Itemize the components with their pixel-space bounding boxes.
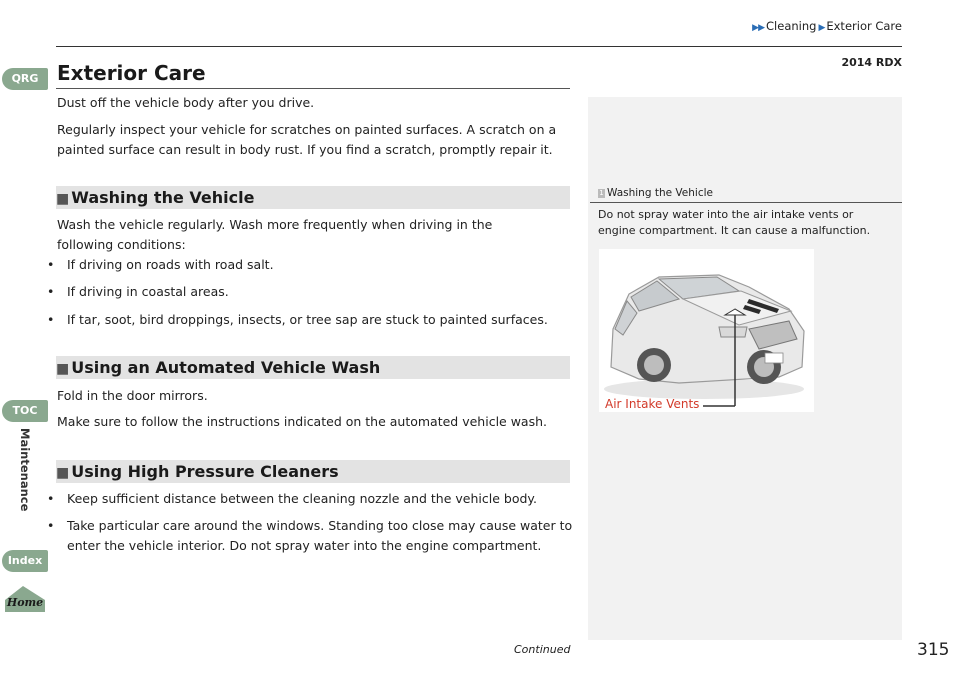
automated-paragraph-1: Fold in the door mirrors. (57, 388, 208, 403)
page-title: Exterior Care (57, 61, 206, 85)
side-note-text: Do not spray water into the air intake vents or engine compartment. It can cause a malfunction. (598, 208, 871, 237)
header-divider (56, 46, 902, 47)
toc-button[interactable]: TOC (2, 400, 48, 422)
section-heading-text: Washing the Vehicle (71, 188, 255, 207)
index-button[interactable]: Index (2, 550, 48, 572)
title-divider (56, 88, 570, 89)
home-icon (3, 584, 47, 614)
list-item-text: Keep sufficient distance between the cleaning nozzle and the vehicle body. (67, 491, 537, 506)
square-bullet-icon: ■ (56, 361, 70, 377)
car-icon (599, 249, 814, 412)
continued-label: Continued (514, 643, 571, 656)
breadcrumb (0, 19, 902, 33)
home-button[interactable] (3, 584, 47, 614)
list-item: • If tar, soot, bird droppings, insects, or tree sap are stuck to painted surfaces. (47, 312, 548, 327)
section-heading-high-pressure (56, 460, 570, 483)
list-item-text: If driving on roads with road salt. (67, 257, 274, 272)
automated-paragraph-2: Make sure to follow the instructions indicated on the automated vehicle wash. (57, 414, 548, 429)
model-label: 2014 RDX (841, 56, 902, 69)
list-item: • If driving on roads with road salt. (47, 257, 274, 272)
side-note-divider (590, 202, 902, 203)
section-tab-label: Maintenance (18, 428, 32, 512)
qrg-button[interactable]: QRG (2, 68, 48, 90)
section-heading-washing (56, 186, 570, 209)
section-heading-text: Using an Automated Vehicle Wash (71, 358, 381, 377)
breadcrumb-arrow-icon: ▶ (818, 23, 825, 33)
list-item-text: If driving in coastal areas. (67, 284, 229, 299)
list-item-text: Take particular care around the windows. Standing too close may cause water to enter the vehicle interior. Do not spray water into the engine compartment. (67, 518, 573, 553)
list-item: • If driving in coastal areas. (47, 284, 229, 299)
side-note-title-text: Washing the Vehicle (607, 187, 713, 199)
air-intake-vents-callout: Air Intake Vents (605, 397, 700, 411)
intro-paragraph-2: Regularly inspect your vehicle for scratches on painted surfaces. A scratch on a painted surface can result in body rust. If you find a scratch, promptly repair it. (57, 122, 557, 157)
breadcrumb-arrow-icon: ▶▶ (752, 23, 765, 33)
page-number: 315 (917, 640, 950, 660)
list-item: • Keep sufficient distance between the cleaning nozzle and the vehicle body. (47, 491, 537, 506)
list-item-text: If tar, soot, bird droppings, insects, or tree sap are stuck to painted surfaces. (67, 312, 548, 327)
section-heading-automated-wash (56, 356, 570, 379)
breadcrumb-item-cleaning[interactable]: Cleaning (766, 19, 817, 33)
home-label: Home (6, 596, 44, 609)
square-bullet-icon: ■ (56, 191, 70, 207)
section-heading-text: Using High Pressure Cleaners (71, 462, 339, 481)
list-item: • Take particular care around the windows. Standing too close may cause water to enter the vehicle interior. Do not spray water into the engine compartment. (47, 518, 573, 553)
intro-paragraph-1: Dust off the vehicle body after you drive. (57, 95, 315, 110)
vehicle-air-intake-illustration (599, 249, 814, 412)
side-note-title (598, 187, 713, 199)
washing-paragraph: Wash the vehicle regularly. Wash more frequently when driving in the following conditions: (57, 217, 493, 252)
section-tab-maintenance (14, 428, 38, 518)
square-bullet-icon: ■ (56, 465, 70, 481)
note-number-badge: 1 (599, 189, 604, 197)
breadcrumb-item-exterior-care: Exterior Care (826, 19, 902, 33)
